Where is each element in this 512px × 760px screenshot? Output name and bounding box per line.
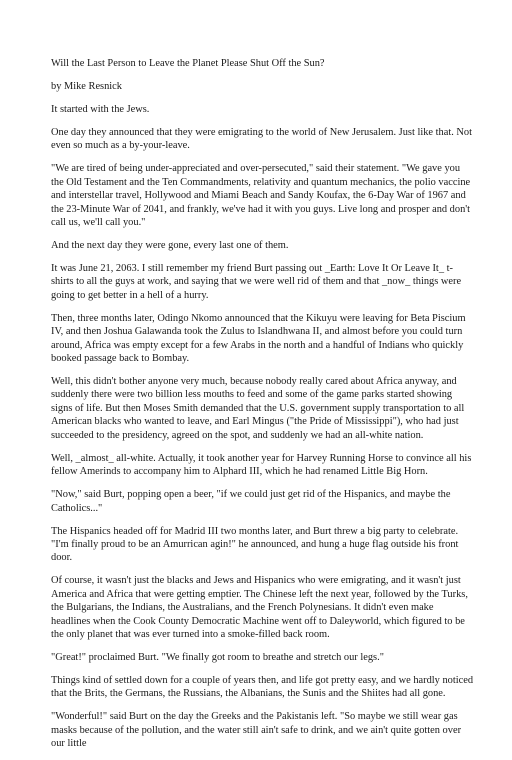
document-page: [51, 57, 474, 760]
paragraph: "Great!" proclaimed Burt. "We finally got room to breathe and stretch our legs.": [51, 651, 384, 663]
paragraph: The Hispanics headed off for Madrid III two months later, and Burt threw a big party to celebrate. "I'm finally proud to be an Amurrican agin!" he announced, and hung a huge flag outside his front door.: [51, 525, 459, 564]
paragraph: And the next day they were gone, every last one of them.: [51, 240, 289, 252]
paragraph: "Now," said Burt, popping open a beer, "if we could just get rid of the Hispanics, and maybe the Catholics...": [51, 489, 451, 514]
paragraph: "We are tired of being under-appreciated and over-persecuted," said their statement. "We gave you the Old Testament and the Ten Commandments, relativity and quantum mechanics, the polio vaccine and interstellar travel, Hollywood and Miami Beach and Sandy Koufax, the 6-Day War of 1967 and the 23-Minute War of 2041, and frankly, we've had it with you guys. Live long and prosper and don't call us, we'll call you.": [51, 163, 471, 229]
paragraph: It started with the Jews.: [51, 104, 150, 115]
byline: by Mike Resnick: [51, 81, 122, 92]
paragraph: "Wonderful!" said Burt on the day the Greeks and the Pakistanis left. "So maybe we still wear gas masks because of the pollution, and the water still ain't safe to drink, and we ain't quite gotten over our little: [51, 711, 462, 750]
paragraph: Well, _almost_ all-white. Actually, it took another year for Harvey Running Horse to convince all his fellow Amerinds to accompany him to Alphard III, which he had renamed Little Big Horn.: [51, 452, 472, 478]
story-title: Will the Last Person to Leave the Planet Please Shut Off the Sun?: [51, 58, 325, 69]
paragraph: It was June 21, 2063. I still remember my friend Burt passing out _Earth: Love It Or Leave It_ t-shirts to all the guys at work, and saying that we were well rid of them and that _now_ things were going to get better in a hell of a hurry.: [51, 263, 462, 301]
paragraph: Things kind of settled down for a couple of years then, and life got pretty easy, and we hardly noticed that the Brits, the Germans, the Russians, the Albanians, the Sunis and the Shiites had all gone.: [51, 674, 474, 700]
paragraph: One day they announced that they were emigrating to the world of New Jerusalem. Just like that. Not even so much as a by-your-leave.: [51, 127, 472, 152]
paragraph: Then, three months later, Odingo Nkomo announced that the Kikuyu were leaving for Beta Piscium IV, and then Joshua Galawanda took the Zulus to Islandhwana II, and almost before you could turn around, Africa was empty except for a few Arabs in the north and a handful of Indians who quickly booked passage back to Bombay.: [51, 312, 466, 365]
paragraph: Well, this didn't bother anyone very much, because nobody really cared about Africa anyway, and suddenly there were two billion less mouths to feed and some of the game parks started showing signs of life. But then Moses Smith demanded that the U.S. government supply transportation to all American blacks who wanted to leave, and Earl Mingus ("the Pride of Mississippi"), who had just succeeded to the presidency, agreed on the spot, and suddenly we had an all-white nation.: [51, 376, 465, 441]
paragraph: Of course, it wasn't just the blacks and Jews and Hispanics who were emigrating, and it wasn't just America and Africa that were getting emptier. The Chinese left the next year, followed by the Turks, the Bulgarians, the Indians, the Australians, and the French Polynesians. It didn't even make headlines when the Cook County Democratic Machine went off to Daleyworld, which figured to be the only planet that was ever turned into a smoke-filled back room.: [51, 575, 468, 640]
